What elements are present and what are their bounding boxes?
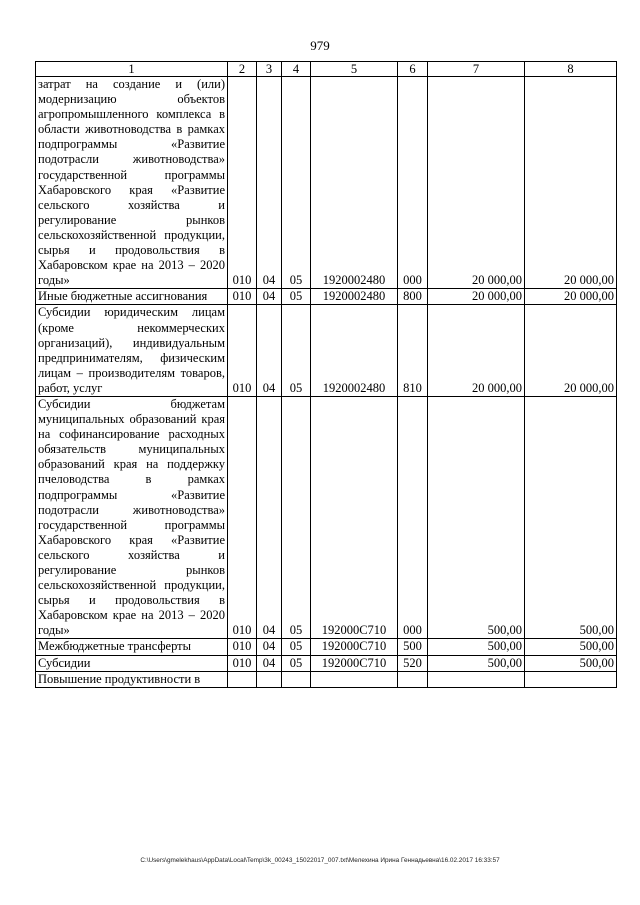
table-row bbox=[36, 639, 617, 655]
cell-amount-7: 500,00 bbox=[428, 396, 525, 639]
header-col-5: 5 bbox=[311, 62, 398, 77]
cell-code-6: 520 bbox=[398, 655, 428, 671]
cell-amount-7: 20 000,00 bbox=[428, 305, 525, 397]
table-row bbox=[36, 655, 617, 671]
header-col-2: 2 bbox=[228, 62, 257, 77]
cell-code-3: 04 bbox=[257, 396, 282, 639]
cell-code-4: 05 bbox=[282, 77, 311, 289]
cell-amount-7: 20 000,00 bbox=[428, 289, 525, 305]
row-name: Межбюджетные трансферты bbox=[36, 639, 228, 655]
row-name: Иные бюджетные ассигнования bbox=[36, 289, 228, 305]
cell-amount-8: 20 000,00 bbox=[525, 289, 617, 305]
cell-amount-7: 500,00 bbox=[428, 655, 525, 671]
cell-amount-7: 500,00 bbox=[428, 639, 525, 655]
cell-code-6: 800 bbox=[398, 289, 428, 305]
cell-code-2: 010 bbox=[228, 305, 257, 397]
cell-amount-8: 20 000,00 bbox=[525, 305, 617, 397]
row-name: Субсидии бюджетам муниципальных образований края на софинансирование расходных обязательств муниципальных образований края на поддержку пчеловодства в рамках подпрограммы «Развитие подотрасли животноводства» государственной программы Хабаровского края «Развитие сельского хозяйства и регулирование рынков сельскохозяйственной продукции, сырья и продовольствия в Хабаровском крае на 2013 – 2020 годы» bbox=[36, 396, 228, 639]
cell-code-2: 010 bbox=[228, 289, 257, 305]
cell-code-3: 04 bbox=[257, 289, 282, 305]
table-row bbox=[36, 305, 617, 397]
cell-amount-8: 500,00 bbox=[525, 639, 617, 655]
cell-code-3: 04 bbox=[257, 655, 282, 671]
cell-code-4: 05 bbox=[282, 289, 311, 305]
cell-amount-7: 20 000,00 bbox=[428, 77, 525, 289]
cell-code-2 bbox=[228, 671, 257, 687]
cell-code-3 bbox=[257, 671, 282, 687]
cell-code-2: 010 bbox=[228, 655, 257, 671]
cell-amount-8: 20 000,00 bbox=[525, 77, 617, 289]
cell-code-4: 05 bbox=[282, 639, 311, 655]
row-name: Субсидии юридическим лицам (кроме некоммерческих организаций), индивидуальным предпринимателям, физическим лицам – производителям товаров, работ, услуг bbox=[36, 305, 228, 397]
cell-code-6: 810 bbox=[398, 305, 428, 397]
table-row bbox=[36, 396, 617, 639]
cell-code-4: 05 bbox=[282, 396, 311, 639]
budget-table bbox=[35, 61, 617, 688]
cell-code-5: 192000С710 bbox=[311, 639, 398, 655]
header-col-4: 4 bbox=[282, 62, 311, 77]
cell-code-5 bbox=[311, 671, 398, 687]
header-col-8: 8 bbox=[525, 62, 617, 77]
cell-code-3: 04 bbox=[257, 77, 282, 289]
table-row bbox=[36, 77, 617, 289]
cell-amount-8: 500,00 bbox=[525, 655, 617, 671]
cell-code-2: 010 bbox=[228, 396, 257, 639]
cell-amount-8: 500,00 bbox=[525, 396, 617, 639]
cell-amount-8 bbox=[525, 671, 617, 687]
table-row bbox=[36, 289, 617, 305]
cell-code-2: 010 bbox=[228, 639, 257, 655]
header-col-7: 7 bbox=[428, 62, 525, 77]
row-name: затрат на создание и (или) модернизацию объектов агропромышленного комплекса в области животноводства в рамках подпрограммы «Развитие подотрасли животноводства» государственной программы Хабаровского края «Развитие сельского хозяйства и регулирование рынков сельскохозяйственной продукции, сырья и продовольствия в Хабаровском крае на 2013 – 2020 годы» bbox=[36, 77, 228, 289]
cell-code-4 bbox=[282, 671, 311, 687]
cell-amount-7 bbox=[428, 671, 525, 687]
header-row bbox=[36, 62, 617, 77]
cell-code-6: 500 bbox=[398, 639, 428, 655]
header-col-6: 6 bbox=[398, 62, 428, 77]
cell-code-4: 05 bbox=[282, 655, 311, 671]
row-name: Повышение продуктивности в bbox=[36, 671, 228, 687]
cell-code-4: 05 bbox=[282, 305, 311, 397]
cell-code-5: 1920002480 bbox=[311, 289, 398, 305]
cell-code-3: 04 bbox=[257, 305, 282, 397]
cell-code-3: 04 bbox=[257, 639, 282, 655]
cell-code-6 bbox=[398, 671, 428, 687]
cell-code-5: 192000С710 bbox=[311, 655, 398, 671]
cell-code-6: 000 bbox=[398, 77, 428, 289]
row-name: Субсидии bbox=[36, 655, 228, 671]
cell-code-2: 010 bbox=[228, 77, 257, 289]
document-footer: C:\Users\gmelekhaus\AppData\Local\Temp\3k_00243_15022017_007.txt\Мелехина Ирина Геннадьевна\16.02.2017 16:33:57 bbox=[140, 857, 500, 864]
header-col-3: 3 bbox=[257, 62, 282, 77]
table-row bbox=[36, 671, 617, 687]
cell-code-5: 1920002480 bbox=[311, 305, 398, 397]
cell-code-5: 1920002480 bbox=[311, 77, 398, 289]
cell-code-5: 192000С710 bbox=[311, 396, 398, 639]
page-number: 979 bbox=[310, 38, 330, 53]
header-col-1: 1 bbox=[36, 62, 228, 77]
cell-code-6: 000 bbox=[398, 396, 428, 639]
